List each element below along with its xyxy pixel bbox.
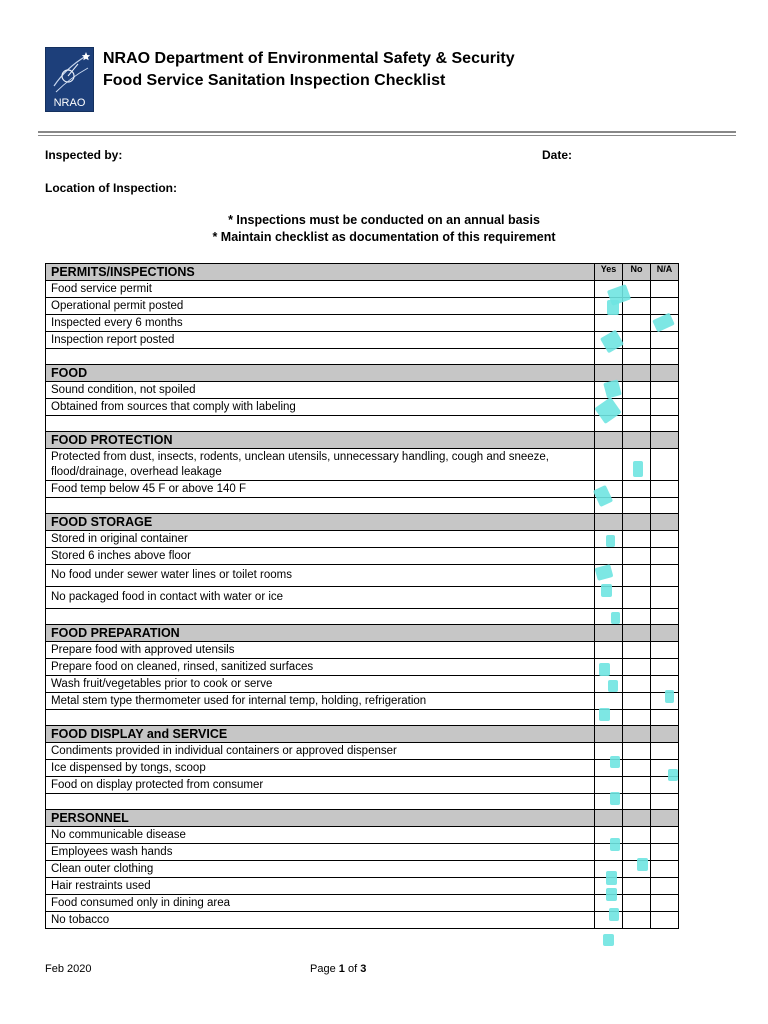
- highlight-mark: [611, 612, 620, 624]
- section-title: PERSONNEL: [46, 810, 595, 827]
- yes-cell[interactable]: [595, 548, 623, 565]
- location-label: Location of Inspection:: [45, 181, 177, 195]
- na-cell[interactable]: [651, 531, 679, 548]
- yes-column-header: Yes: [595, 264, 623, 281]
- item-label: Metal stem type thermometer used for internal temp, holding, refrigeration: [46, 693, 595, 710]
- checklist-row: [46, 912, 679, 929]
- no-cell[interactable]: [623, 912, 651, 929]
- na-cell[interactable]: [651, 449, 679, 481]
- inspection-checklist-table: [45, 263, 679, 929]
- section-title: FOOD PROTECTION: [46, 432, 595, 449]
- section-header-row: [46, 264, 679, 281]
- no-cell[interactable]: [623, 332, 651, 349]
- item-label: Obtained from sources that comply with labeling: [46, 399, 595, 416]
- inspected-by-label: Inspected by:: [45, 148, 123, 162]
- checklist-row: [46, 878, 679, 895]
- highlight-mark: [608, 680, 618, 692]
- header-divider: [38, 131, 736, 133]
- checklist-row: [46, 861, 679, 878]
- item-label: Employees wash hands: [46, 844, 595, 861]
- highlight-mark: [603, 934, 614, 946]
- na-cell[interactable]: [651, 844, 679, 861]
- section-header-row: [46, 726, 679, 743]
- checklist-row: [46, 298, 679, 315]
- no-cell[interactable]: [623, 827, 651, 844]
- na-cell[interactable]: [651, 481, 679, 498]
- checklist-row: [46, 382, 679, 399]
- blank-row: [46, 349, 679, 365]
- current-page: 1: [338, 963, 345, 975]
- blank-row: [46, 416, 679, 432]
- item-label: Prepare food with approved utensils: [46, 642, 595, 659]
- na-cell[interactable]: [651, 895, 679, 912]
- item-label: Food on display protected from consumer: [46, 777, 595, 794]
- checklist-row: [46, 693, 679, 710]
- checklist-row: [46, 760, 679, 777]
- no-cell[interactable]: [623, 587, 651, 609]
- blank-row: [46, 710, 679, 726]
- note-annual: * Inspections must be conducted on an annual basis: [228, 213, 540, 227]
- blank-row: [46, 498, 679, 514]
- checklist-row: [46, 449, 679, 481]
- checklist-row: [46, 531, 679, 548]
- no-cell[interactable]: [623, 743, 651, 760]
- no-cell[interactable]: [623, 531, 651, 548]
- checklist-row: [46, 587, 679, 609]
- item-label: Inspected every 6 months: [46, 315, 595, 332]
- checklist-row: [46, 565, 679, 587]
- no-cell[interactable]: [623, 315, 651, 332]
- checklist-row: [46, 481, 679, 498]
- section-title: FOOD STORAGE: [46, 514, 595, 531]
- na-cell[interactable]: [651, 281, 679, 298]
- item-label: Stored 6 inches above floor: [46, 548, 595, 565]
- of-word: of: [347, 963, 358, 975]
- checklist-row: [46, 399, 679, 416]
- page-number: [310, 963, 366, 975]
- yes-cell[interactable]: [595, 642, 623, 659]
- no-column-header: No: [623, 264, 651, 281]
- highlight-mark: [665, 690, 674, 703]
- section-header-row: [46, 365, 679, 382]
- highlight-mark: [668, 769, 678, 781]
- checklist-row: [46, 676, 679, 693]
- highlight-mark: [606, 888, 617, 901]
- checklist-row: [46, 332, 679, 349]
- item-label: Condiments provided in individual containers or approved dispenser: [46, 743, 595, 760]
- item-label: Food consumed only in dining area: [46, 895, 595, 912]
- section-title: PERMITS/INSPECTIONS: [46, 264, 595, 281]
- checklist-row: [46, 642, 679, 659]
- item-label: Inspection report posted: [46, 332, 595, 349]
- checklist-row: [46, 777, 679, 794]
- logo-text: NRAO: [53, 97, 86, 109]
- section-header-row: [46, 514, 679, 531]
- yes-cell[interactable]: [595, 777, 623, 794]
- item-label: No packaged food in contact with water or ice: [46, 587, 595, 609]
- highlight-mark: [606, 871, 617, 885]
- na-cell[interactable]: [651, 298, 679, 315]
- section-title: FOOD DISPLAY and SERVICE: [46, 726, 595, 743]
- na-cell[interactable]: [651, 659, 679, 676]
- item-label: No communicable disease: [46, 827, 595, 844]
- item-label: Protected from dust, insects, rodents, unclean utensils, unnecessary handling, cough and sneeze, flood/drainage, overhead leakage: [46, 449, 595, 481]
- section-header-row: [46, 625, 679, 642]
- na-cell[interactable]: [651, 587, 679, 609]
- total-pages: 3: [360, 963, 367, 975]
- highlight-mark: [599, 663, 610, 676]
- page-subtitle: Food Service Sanitation Inspection Checklist: [103, 72, 446, 89]
- highlight-mark: [607, 300, 619, 315]
- checklist-row: [46, 659, 679, 676]
- na-cell[interactable]: [651, 382, 679, 399]
- checklist-row: [46, 315, 679, 332]
- header-divider-thin: [38, 135, 736, 136]
- checklist-row: [46, 548, 679, 565]
- highlight-mark: [599, 708, 610, 721]
- na-cell[interactable]: [651, 332, 679, 349]
- no-cell[interactable]: [623, 760, 651, 777]
- item-label: No food under sewer water lines or toilet rooms: [46, 565, 595, 587]
- checklist-row: [46, 895, 679, 912]
- highlight-mark: [637, 858, 648, 871]
- highlight-mark: [610, 756, 620, 768]
- checklist-row: [46, 743, 679, 760]
- date-label: Date:: [542, 148, 573, 162]
- item-label: Ice dispensed by tongs, scoop: [46, 760, 595, 777]
- highlight-mark: [609, 908, 619, 921]
- na-column-header: N/A: [651, 264, 679, 281]
- highlight-mark: [633, 461, 643, 477]
- yes-cell[interactable]: [595, 315, 623, 332]
- checklist-row: [46, 844, 679, 861]
- item-label: Sound condition, not spoiled: [46, 382, 595, 399]
- na-cell[interactable]: [651, 827, 679, 844]
- na-cell[interactable]: [651, 878, 679, 895]
- blank-row: [46, 794, 679, 810]
- blank-row: [46, 609, 679, 625]
- item-label: Food temp below 45 F or above 140 F: [46, 481, 595, 498]
- no-cell[interactable]: [623, 399, 651, 416]
- nrao-logo: [45, 47, 94, 112]
- no-cell[interactable]: [623, 382, 651, 399]
- item-label: No tobacco: [46, 912, 595, 929]
- na-cell[interactable]: [651, 548, 679, 565]
- checklist-row: [46, 827, 679, 844]
- item-label: Wash fruit/vegetables prior to cook or serve: [46, 676, 595, 693]
- na-cell[interactable]: [651, 399, 679, 416]
- note-documentation: * Maintain checklist as documentation of this requirement: [212, 230, 556, 244]
- no-cell[interactable]: [623, 659, 651, 676]
- no-cell[interactable]: [623, 481, 651, 498]
- no-cell[interactable]: [623, 693, 651, 710]
- no-cell[interactable]: [623, 565, 651, 587]
- item-label: Prepare food on cleaned, rinsed, sanitized surfaces: [46, 659, 595, 676]
- no-cell[interactable]: [623, 642, 651, 659]
- no-cell[interactable]: [623, 548, 651, 565]
- na-cell[interactable]: [651, 642, 679, 659]
- na-cell[interactable]: [651, 912, 679, 929]
- no-cell[interactable]: [623, 777, 651, 794]
- item-label: Food service permit: [46, 281, 595, 298]
- highlight-mark: [610, 838, 620, 851]
- na-cell[interactable]: [651, 565, 679, 587]
- highlight-mark: [610, 792, 620, 805]
- no-cell[interactable]: [623, 676, 651, 693]
- item-label: Hair restraints used: [46, 878, 595, 895]
- na-cell[interactable]: [651, 861, 679, 878]
- no-cell[interactable]: [623, 895, 651, 912]
- yes-cell[interactable]: [595, 693, 623, 710]
- item-label: Clean outer clothing: [46, 861, 595, 878]
- na-cell[interactable]: [651, 743, 679, 760]
- section-title: FOOD PREPARATION: [46, 625, 595, 642]
- section-header-row: [46, 432, 679, 449]
- section-title: FOOD: [46, 365, 595, 382]
- page-word: Page: [310, 963, 336, 975]
- section-header-row: [46, 810, 679, 827]
- page-title: NRAO Department of Environmental Safety & Security: [103, 50, 515, 67]
- item-label: Operational permit posted: [46, 298, 595, 315]
- highlight-mark: [601, 584, 612, 597]
- checklist-row: [46, 281, 679, 298]
- highlight-mark: [606, 535, 615, 547]
- no-cell[interactable]: [623, 878, 651, 895]
- item-label: Stored in original container: [46, 531, 595, 548]
- footer-date: Feb 2020: [45, 963, 92, 975]
- yes-cell[interactable]: [595, 449, 623, 481]
